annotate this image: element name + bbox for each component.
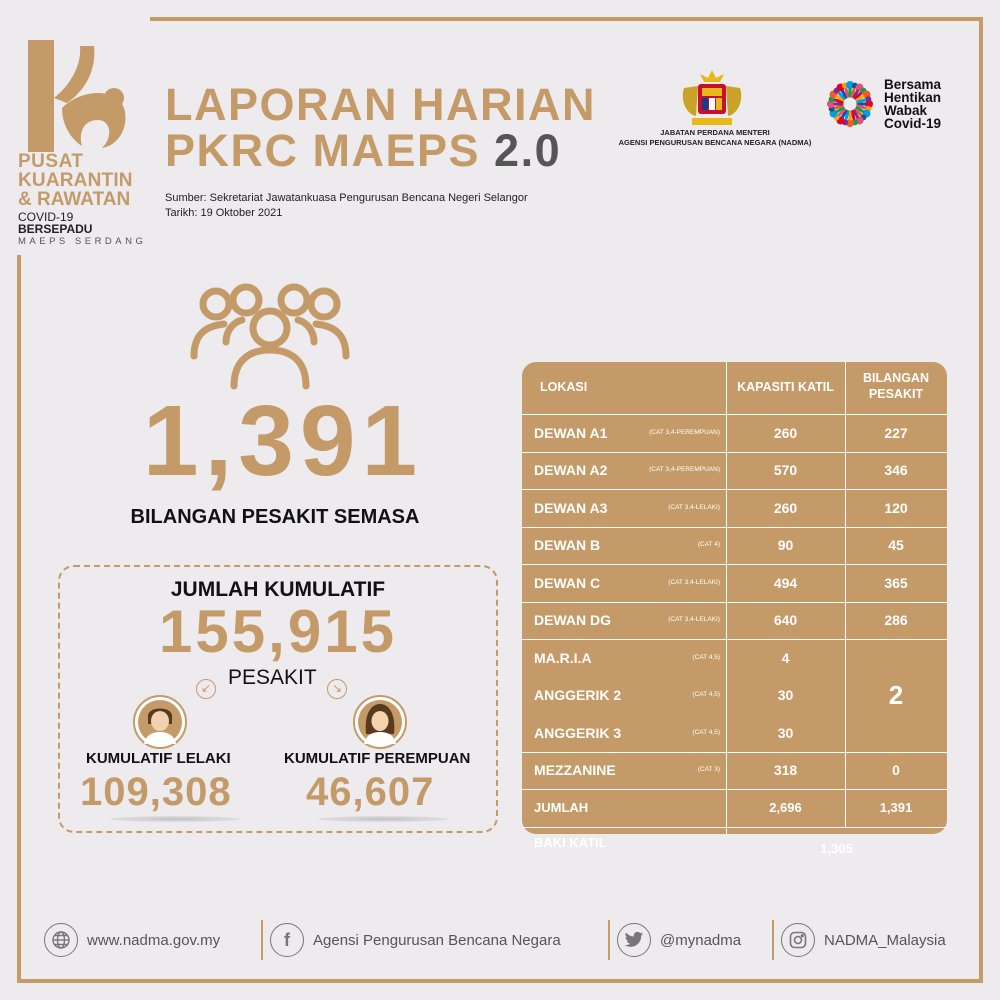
table-row-divider (522, 564, 947, 565)
title-line1: LAPORAN HARIAN (165, 79, 596, 130)
table-cell-location: MA.R.I.A (534, 649, 592, 666)
source-info (165, 191, 528, 221)
frame-top (150, 17, 983, 21)
table-cell-capacity: 30 (777, 687, 794, 704)
footer-instagram[interactable] (781, 917, 946, 963)
agency-line2: AGENSI PENGURUSAN BENCANA NEGARA (NADMA) (618, 138, 812, 147)
male-shadow (110, 816, 240, 822)
table-cell-capacity: 494 (773, 574, 798, 591)
table-row-divider (522, 527, 947, 528)
table-row-divider (522, 752, 947, 753)
table-remaining-label: BAKI KATIL (534, 834, 607, 850)
title-line2 (165, 125, 596, 176)
table-cell-location: DEWAN C (534, 574, 601, 591)
table-cell-category: (CAT 3,4-PEREMPUAN) (649, 428, 720, 436)
instagram-icon (781, 923, 815, 957)
cumulative-number: 155,915 (159, 598, 397, 665)
agency-label (600, 128, 830, 148)
logo-text (18, 152, 148, 247)
campaign-burst-icon (822, 76, 878, 132)
table-header-patients-1: BILANGAN (863, 371, 929, 385)
agency-line1: JABATAN PERDANA MENTERI (660, 128, 770, 137)
table-cell-category: (CAT 3,4-PEREMPUAN) (649, 466, 720, 474)
table-cell-patients: 365 (884, 574, 908, 591)
table-cell-capacity: 4 (781, 649, 790, 666)
footer-separator (772, 920, 774, 960)
cumulative-title: JUMLAH KUMULATIF (170, 578, 386, 601)
people-group-icon (186, 282, 354, 392)
table-remaining-value: 1,305 (820, 840, 853, 856)
date-text: Tarikh: 19 Oktober 2021 (165, 207, 283, 219)
footer-separator (261, 920, 263, 960)
burst-ray (836, 106, 843, 108)
table-header-patients-2: PESAKIT (868, 387, 924, 401)
campaign-line4: Covid-19 (884, 116, 942, 131)
table-cell-capacity: 260 (773, 424, 798, 441)
logo-line1: PUSAT (18, 151, 84, 172)
female-avatar-icon (352, 694, 408, 750)
female-shadow (318, 816, 448, 822)
male-avatar-icon (132, 694, 188, 750)
table-row-divider (522, 414, 947, 415)
table-cell-category: (CAT 4,5) (692, 653, 720, 661)
table-cell-location: DEWAN A3 (534, 499, 608, 516)
arrow-down-right-icon: ↘ (327, 679, 347, 699)
table-row-divider (522, 789, 947, 790)
campaign-line3: Wabak (884, 103, 928, 118)
globe-icon (44, 923, 78, 957)
instagram-text[interactable]: NADMA_Malaysia (824, 931, 946, 949)
logo-line2: KUARANTIN (18, 170, 133, 191)
page-title (165, 79, 596, 176)
logo-line4a: COVID-19 (18, 210, 74, 224)
burst-ray (846, 90, 848, 97)
table-cell-patients: 120 (884, 499, 908, 516)
burst-ray (852, 112, 854, 119)
current-patients-label: BILANGAN PESAKIT SEMASA (130, 506, 420, 528)
table-total-patients: 1,391 (879, 799, 913, 815)
table-cell-merged-patients: 2 (888, 680, 904, 711)
burst-dot (865, 96, 871, 102)
table-row-divider (522, 602, 947, 603)
source-text: Sumber: Sekretariat Jawatankuasa Pengurusan Bencana Negeri Selangor (165, 192, 528, 204)
table-cell-location: DEWAN B (534, 537, 601, 554)
table-cell-category: (CAT 4) (697, 541, 720, 549)
table-cell-location: DEWAN A1 (534, 424, 608, 441)
footer-facebook[interactable] (270, 917, 561, 963)
logo-line4 (18, 211, 148, 235)
table-row-divider (522, 639, 947, 640)
footer-separator (608, 920, 610, 960)
table-cell-patients: 45 (888, 537, 904, 554)
campaign-line1: Bersama (884, 77, 942, 92)
male-label: KUMULATIF LELAKI (86, 750, 231, 767)
table-cell-capacity: 570 (773, 462, 798, 479)
male-value: 109,308 (80, 770, 232, 814)
table-cell-category: (CAT 3,4-LELAKI) (668, 578, 720, 586)
twitter-text[interactable]: @mynadma (660, 931, 742, 949)
frame-left (17, 255, 21, 983)
table-cell-location: DEWAN DG (534, 612, 611, 629)
table-total-label: JUMLAH (534, 799, 589, 815)
female-label: KUMULATIF PEREMPUAN (284, 750, 471, 767)
table-cell-capacity: 640 (773, 612, 798, 629)
female-value: 46,607 (306, 770, 435, 814)
table-cell-location: ANGGERIK 3 (534, 724, 622, 741)
table-row-divider (522, 452, 947, 453)
facebook-icon: f (270, 923, 304, 957)
title-version: 2.0 (494, 125, 562, 176)
coat-of-arms-icon (676, 68, 748, 130)
frame-right (979, 17, 983, 983)
table-cell-category: (CAT 4,5) (692, 728, 720, 736)
table-total-capacity: 2,696 (769, 799, 802, 815)
title-line2-text: PKRC MAEPS (165, 125, 495, 176)
table-cell-patients: 227 (884, 424, 908, 441)
table-cell-category: (CAT 4,5) (692, 691, 720, 699)
twitter-icon (617, 923, 651, 957)
table-cell-capacity: 90 (777, 537, 794, 554)
burst-ray (858, 100, 865, 102)
footer-website[interactable] (44, 917, 220, 963)
table-cell-location: MEZZANINE (534, 762, 616, 779)
website-text[interactable]: www.nadma.gov.my (87, 931, 221, 949)
table-row-divider (522, 489, 947, 490)
table-cell-category: (CAT 3,4-LELAKI) (668, 503, 720, 511)
table-cell-capacity: 318 (773, 762, 798, 779)
logo-line5: MAEPS SERDANG (18, 236, 147, 247)
table-cell-category: (CAT 3,4-LELAKI) (668, 616, 720, 624)
campaign-line2: Hentikan (884, 90, 942, 105)
logo-line3: & RAWATAN (18, 189, 131, 210)
table-row-divider (522, 827, 947, 828)
frame-bottom (17, 979, 983, 983)
table-cell-patients: 0 (892, 762, 900, 779)
table-header-capacity: KAPASITI KATIL (737, 380, 834, 394)
table-cell-capacity: 30 (777, 724, 794, 741)
table-cell-patients: 346 (884, 462, 908, 479)
arrow-down-left-icon: ↙ (196, 679, 216, 699)
table-cell-capacity: 260 (773, 499, 798, 516)
table-cell-location: ANGGERIK 2 (534, 687, 622, 704)
logo-line4b: BERSEPADU (18, 222, 93, 236)
table-cell-category: (CAT 3) (697, 766, 720, 774)
table-header-location: LOKASI (540, 380, 588, 394)
campaign-text (884, 78, 941, 130)
table-cell-location: DEWAN A2 (534, 462, 608, 479)
footer-twitter[interactable] (617, 917, 741, 963)
facebook-text[interactable]: Agensi Pengurusan Bencana Negara (313, 931, 561, 949)
current-patients-number: 1,391 (142, 385, 424, 497)
cumulative-unit: PESAKIT (228, 666, 317, 689)
table-cell-patients: 286 (884, 612, 908, 629)
